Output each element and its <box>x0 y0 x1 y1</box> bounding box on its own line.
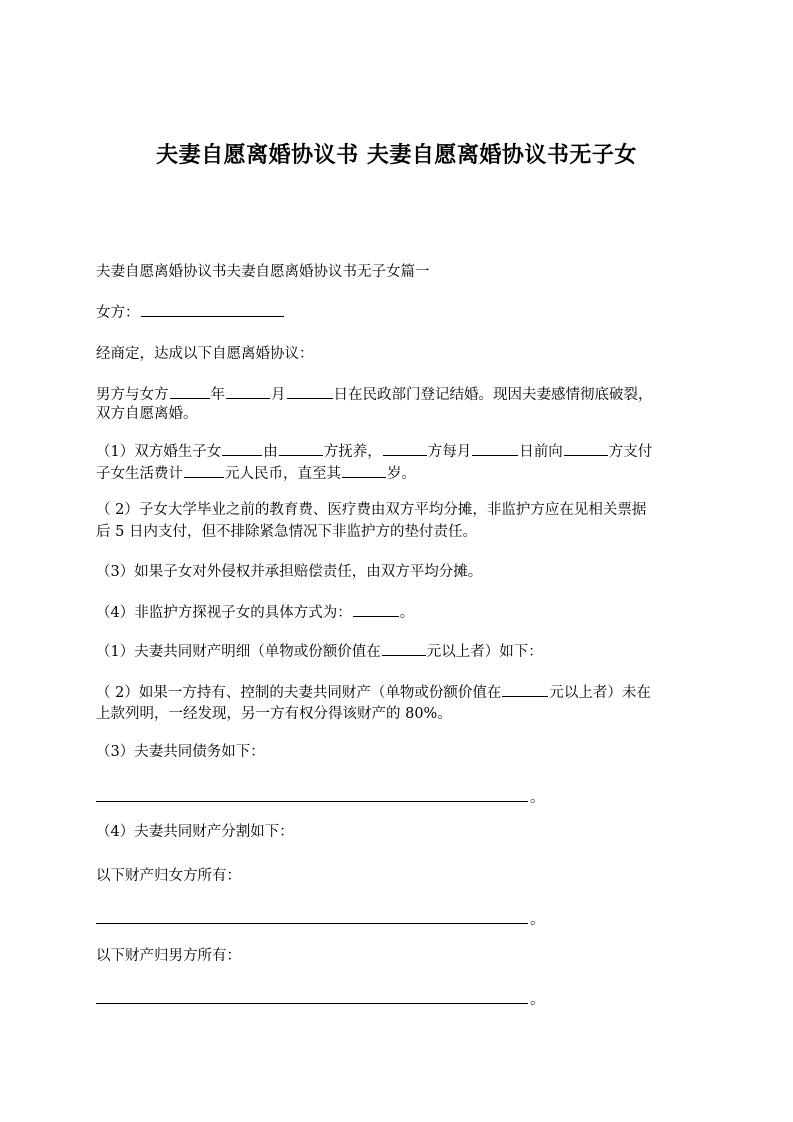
child-clause-1-line1 <box>96 441 698 462</box>
man-property-fill-line[interactable] <box>96 986 528 1004</box>
marriage-paragraph-line2: 双方自愿离婚。 <box>96 406 198 422</box>
property-clause-4: （4）夫妻共同财产分割如下： <box>96 824 294 840</box>
property-clause-2-line1 <box>96 682 698 703</box>
child-clause-text: 方抚养， <box>323 444 382 460</box>
property-clause-text: （1）夫妻共同财产明细（单物或份额价值在 <box>96 644 381 660</box>
month-field[interactable] <box>226 384 270 399</box>
property-clause-text: 元以上者）未在 <box>549 685 651 701</box>
child-clause-text: 元人民币，直至其 <box>225 466 341 482</box>
man-property-label: 以下财产归男方所有： <box>96 948 241 964</box>
payer-field[interactable] <box>383 441 427 456</box>
value-threshold-field-2[interactable] <box>502 682 548 697</box>
period-mark: 。 <box>530 992 545 1008</box>
woman-party-label: 女方： <box>96 305 140 321</box>
year-label: 年 <box>210 387 225 403</box>
support-amount-field[interactable] <box>184 463 224 478</box>
month-label: 月 <box>271 387 286 403</box>
child-clause-text: 岁。 <box>387 466 416 482</box>
debt-fill-row <box>96 784 556 806</box>
child-clause-text: 方每月 <box>427 444 472 460</box>
value-threshold-field[interactable] <box>382 641 426 656</box>
woman-property-fill-row <box>96 906 556 928</box>
woman-property-label: 以下财产归女方所有： <box>96 868 241 884</box>
day-field[interactable] <box>287 384 333 399</box>
child-clause-text: （1）双方婚生子女 <box>96 444 222 460</box>
woman-property-fill-line[interactable] <box>96 906 528 924</box>
child-clause-text: 子女生活费计 <box>96 466 183 482</box>
property-clause-1 <box>96 641 698 662</box>
child-clause-2-line2: 后 5 日内支付，但不排除紧急情况下非监护方的垫付责任。 <box>96 524 477 540</box>
property-clause-2-line2: 上款列明，一经发现，另一方有权分得该财产的 80%。 <box>96 706 452 722</box>
section-heading: 夫妻自愿离婚协议书夫妻自愿离婚协议书无子女篇一 <box>96 264 430 280</box>
marriage-paragraph-line1 <box>96 384 698 405</box>
marriage-text: 男方与女方 <box>96 387 169 403</box>
child-clause-text: 由 <box>263 444 278 460</box>
woman-party-line <box>96 302 698 323</box>
visitation-field[interactable] <box>353 602 399 617</box>
age-field[interactable] <box>342 463 386 478</box>
child-clause-4 <box>96 602 698 623</box>
property-clause-text: （ 2）如果一方持有、控制的夫妻共同财产（单物或份额价值在 <box>96 685 502 701</box>
child-clause-text: 日前向 <box>519 444 563 460</box>
child-clause-text: （4）非监护方探视子女的具体方式为： <box>96 605 352 621</box>
document-title: 夫妻自愿离婚协议书 夫妻自愿离婚协议书无子女 <box>156 143 637 168</box>
debt-fill-line[interactable] <box>96 784 528 802</box>
payee-field[interactable] <box>564 441 608 456</box>
period-mark: 。 <box>530 912 545 928</box>
property-clause-text: 元以上者）如下： <box>426 644 543 660</box>
woman-name-field[interactable] <box>141 302 284 317</box>
property-clause-3: （3）夫妻共同债务如下： <box>96 744 265 760</box>
child-clause-3: （3）如果子女对外侵权并承担赔偿责任，由双方平均分摊。 <box>96 564 483 580</box>
marriage-text: 日在民政部门登记结婚。现因夫妻感情彻底破裂， <box>333 387 653 403</box>
child-clause-text: 。 <box>399 605 415 621</box>
man-property-fill-row <box>96 986 556 1008</box>
agreement-intro: 经商定，达成以下自愿离婚协议： <box>96 346 314 362</box>
child-clause-1-line2 <box>96 463 698 484</box>
child-clause-2-line1: （ 2）子女大学毕业之前的教育费、医疗费由双方平均分摊，非监护方应在见相关票据 <box>96 502 647 518</box>
period-mark: 。 <box>530 790 545 806</box>
child-clause-text: 方支付 <box>608 444 653 460</box>
pay-day-field[interactable] <box>472 441 518 456</box>
child-field[interactable] <box>222 441 262 456</box>
year-field[interactable] <box>170 384 210 399</box>
custodian-field[interactable] <box>279 441 323 456</box>
